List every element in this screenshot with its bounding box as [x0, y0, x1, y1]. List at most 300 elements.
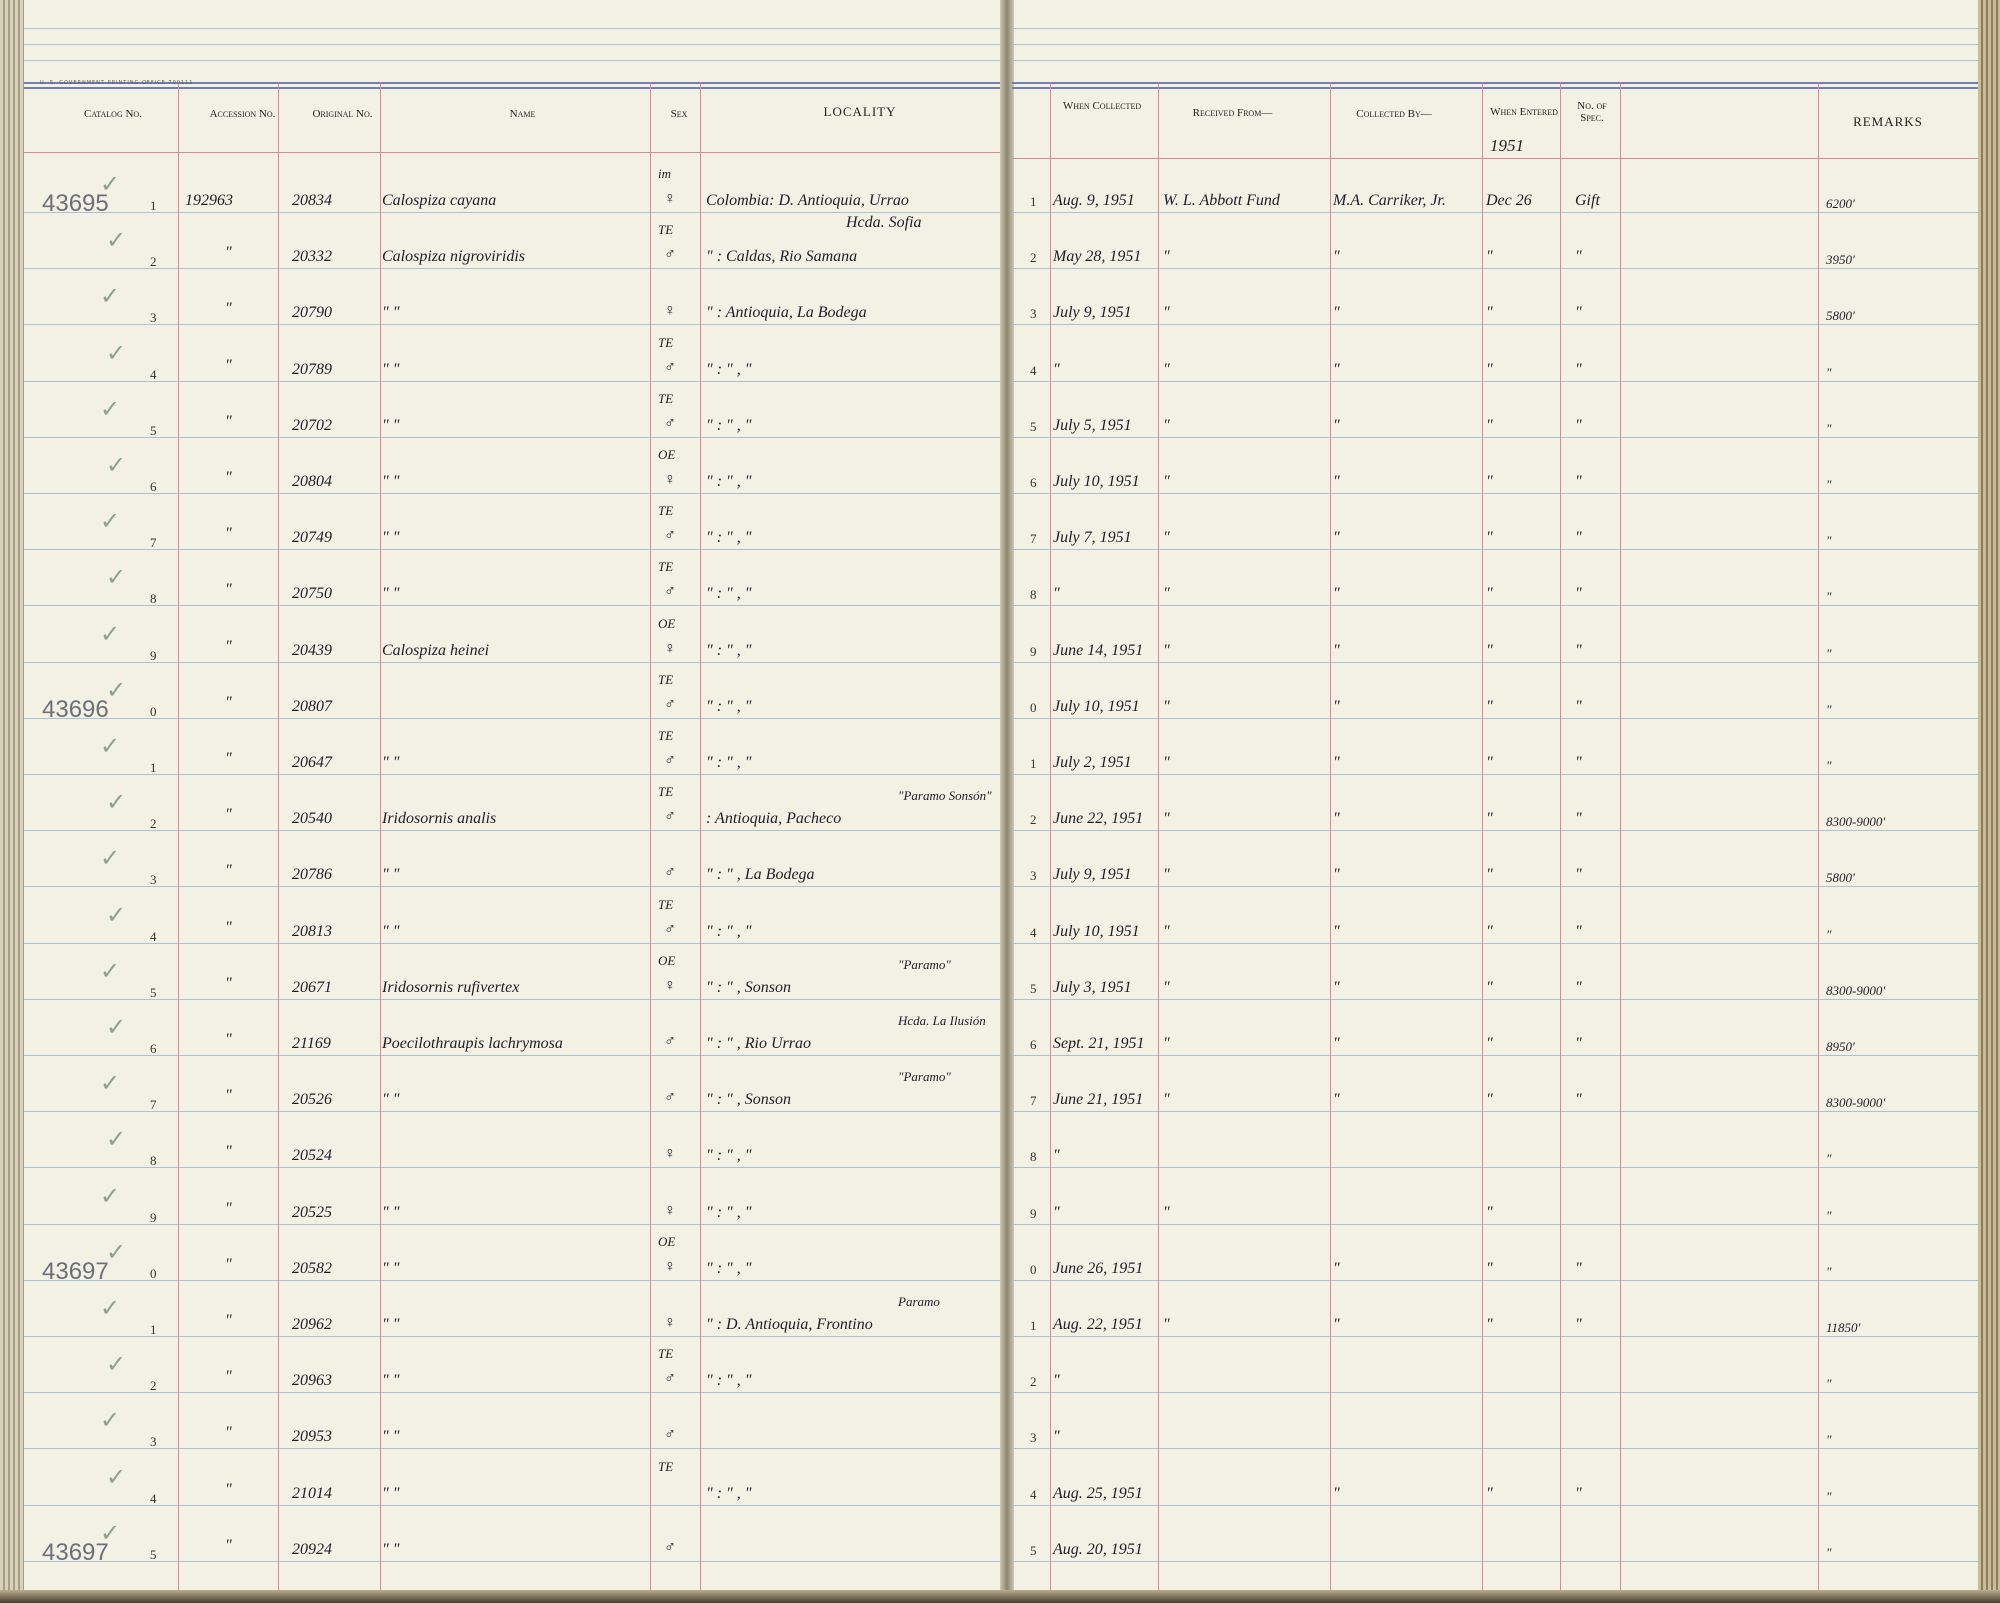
remarks: 5800'	[1826, 308, 1855, 323]
ruled-line	[1012, 1111, 1978, 1112]
row-digit-right: 3	[1030, 306, 1037, 321]
catalog-number: 43697	[42, 1258, 109, 1285]
sex-symbol: ♀	[664, 471, 676, 488]
checkmark-icon: ✓	[100, 170, 121, 198]
specimen-count: "	[1575, 304, 1582, 321]
row-digit: 3	[150, 1434, 157, 1449]
received-from: "	[1163, 585, 1170, 602]
specimen-name: " "	[382, 754, 400, 771]
tag-mark: TE	[658, 672, 674, 687]
locality: " : " , "	[706, 473, 752, 490]
column-line	[1818, 82, 1819, 1592]
date-entered: "	[1486, 979, 1493, 996]
ruled-line	[24, 437, 1000, 438]
header-when-entered: When Entered	[1490, 106, 1558, 118]
original-number: 20750	[292, 585, 332, 602]
accession-number: "	[225, 975, 232, 992]
tag-mark: OE	[658, 953, 676, 968]
locality: Colombia: D. Antioquia, Urrao	[706, 192, 909, 209]
row-digit-right: 2	[1030, 812, 1037, 827]
locality: " : " , "	[706, 529, 752, 546]
accession-number: "	[225, 525, 232, 542]
ruled-line	[24, 28, 1000, 29]
ruled-line	[1012, 662, 1978, 663]
row-digit-right: 2	[1030, 250, 1037, 265]
remarks: 5800'	[1826, 870, 1855, 885]
checkmark-icon: ✓	[106, 1350, 127, 1378]
original-number: 20813	[292, 923, 332, 940]
received-from: "	[1163, 529, 1170, 546]
header-name: Name	[509, 108, 536, 120]
date-entered: "	[1486, 866, 1493, 883]
date-entered: "	[1486, 698, 1493, 715]
date-collected: "	[1053, 1204, 1060, 1221]
specimen-name: " "	[382, 1091, 400, 1108]
specimen-count: "	[1575, 248, 1582, 265]
ruled-line	[24, 1167, 1000, 1168]
book-edge-right	[1978, 0, 2000, 1603]
original-number: 20540	[292, 810, 332, 827]
checkmark-icon: ✓	[106, 1013, 127, 1041]
locality: " : " , "	[706, 1485, 752, 1502]
original-number: 20924	[292, 1541, 332, 1558]
remarks: 8300-9000'	[1826, 1095, 1886, 1110]
sex-symbol: ♀	[664, 1145, 676, 1162]
specimen-count: "	[1575, 1035, 1582, 1052]
checkmark-icon: ✓	[106, 339, 127, 367]
locality: " : " , "	[706, 923, 752, 940]
locality: " : " , "	[706, 417, 752, 434]
row-digit: 9	[150, 1210, 157, 1225]
remarks: 3950'	[1826, 252, 1855, 267]
collected-by: "	[1333, 754, 1340, 771]
sex-symbol: ♀	[664, 1314, 676, 1331]
date-entered: "	[1486, 810, 1493, 827]
received-from: "	[1163, 754, 1170, 771]
date-collected: July 10, 1951	[1053, 698, 1140, 715]
column-line	[1620, 82, 1621, 1592]
row-digit: 1	[150, 760, 157, 775]
specimen-name: " "	[382, 1316, 400, 1333]
date-collected: July 3, 1951	[1053, 979, 1132, 996]
original-number: 20789	[292, 361, 332, 378]
date-entered: "	[1486, 1091, 1493, 1108]
locality: " : D. Antioquia, Frontino	[706, 1316, 873, 1333]
checkmark-icon: ✓	[100, 1406, 121, 1434]
checkmark-icon: ✓	[106, 563, 127, 591]
remarks: "	[1826, 1151, 1832, 1166]
printer-imprint: U. S. GOVERNMENT PRINTING OFFICE 700111	[40, 80, 194, 86]
specimen-name: " "	[382, 866, 400, 883]
row-digit-right: 4	[1030, 925, 1037, 940]
row-digit-right: 1	[1030, 1318, 1037, 1333]
date-collected: June 26, 1951	[1053, 1260, 1144, 1277]
collected-by: "	[1333, 1316, 1340, 1333]
accession-number: "	[225, 919, 232, 936]
row-digit-right: 9	[1030, 644, 1037, 659]
collected-by: "	[1333, 866, 1340, 883]
ruled-line	[1012, 1336, 1978, 1337]
sex-symbol: ♂	[664, 246, 676, 263]
ruled-line	[24, 1055, 1000, 1056]
ruled-line	[24, 1505, 1000, 1506]
ruled-line	[1012, 1280, 1978, 1281]
date-entered: "	[1486, 529, 1493, 546]
ruled-line	[1012, 1392, 1978, 1393]
checkmark-icon: ✓	[106, 226, 127, 254]
collected-by: "	[1333, 1035, 1340, 1052]
ruled-line	[24, 943, 1000, 944]
row-digit-right: 3	[1030, 1430, 1037, 1445]
remarks: "	[1826, 1376, 1832, 1391]
row-digit: 0	[150, 1266, 157, 1281]
specimen-count: "	[1575, 866, 1582, 883]
original-number: 20439	[292, 642, 332, 659]
locality-note: Paramo	[898, 1294, 940, 1309]
date-collected: "	[1053, 1428, 1060, 1445]
tag-mark: TE	[658, 728, 674, 743]
original-number: 20962	[292, 1316, 332, 1333]
checkmark-icon: ✓	[100, 844, 121, 872]
collected-by: "	[1333, 642, 1340, 659]
ruled-line	[24, 268, 1000, 269]
remarks: "	[1826, 1208, 1832, 1223]
sex-symbol: ♂	[664, 583, 676, 600]
accession-number: "	[225, 469, 232, 486]
header-when-collected: When Collected	[1062, 100, 1142, 112]
row-digit: 7	[150, 535, 157, 550]
remarks: 8300-9000'	[1826, 983, 1886, 998]
ruled-line	[1012, 718, 1978, 719]
row-digit: 4	[150, 929, 157, 944]
ruled-line	[24, 60, 1000, 61]
checkmark-icon: ✓	[106, 451, 127, 479]
row-digit-right: 9	[1030, 1206, 1037, 1221]
received-from: "	[1163, 1035, 1170, 1052]
checkmark-icon: ✓	[106, 788, 127, 816]
ruled-line	[1012, 886, 1978, 887]
ruled-line	[1012, 1055, 1978, 1056]
locality: " : " , "	[706, 1147, 752, 1164]
accession-number: "	[225, 1031, 232, 1048]
locality-note: "Paramo Sonsón"	[898, 788, 992, 803]
column-line	[650, 82, 651, 1592]
received-from: "	[1163, 698, 1170, 715]
specimen-name: Iridosornis analis	[382, 810, 497, 827]
remarks: "	[1826, 589, 1832, 604]
ruled-line	[1012, 1561, 1978, 1562]
row-digit: 4	[150, 367, 157, 382]
locality: " : Caldas, Rio Samana	[706, 248, 858, 265]
specimen-name: " "	[382, 1428, 400, 1445]
ruled-line	[1012, 1448, 1978, 1449]
accession-number: "	[225, 581, 232, 598]
sex-symbol: ♀	[664, 977, 676, 994]
sex-symbol: ♂	[664, 864, 676, 881]
original-number: 20786	[292, 866, 332, 883]
ruled-line	[24, 324, 1000, 325]
sex-symbol: ♂	[664, 696, 676, 713]
header-rule	[1012, 82, 1978, 84]
ruled-line	[24, 212, 1000, 213]
remarks: "	[1826, 702, 1832, 717]
original-number: 20749	[292, 529, 332, 546]
date-collected: June 21, 1951	[1053, 1091, 1144, 1108]
accession-number: "	[225, 357, 232, 374]
header-year: 1951	[1490, 136, 1524, 155]
date-collected: July 7, 1951	[1053, 529, 1132, 546]
column-line	[380, 82, 381, 1592]
row-digit: 5	[150, 1547, 157, 1562]
row-digit: 0	[150, 704, 157, 719]
column-line	[1482, 82, 1483, 1592]
header-rule	[1012, 87, 1978, 89]
tag-mark: OE	[658, 1234, 676, 1249]
original-number: 21169	[292, 1035, 331, 1052]
remarks: "	[1826, 927, 1832, 942]
date-collected: July 9, 1951	[1053, 304, 1132, 321]
original-number: 21014	[292, 1485, 332, 1502]
header-sex: Sex	[670, 108, 688, 120]
date-collected: July 2, 1951	[1053, 754, 1132, 771]
header-remarks: REMARKS	[1853, 114, 1923, 129]
checkmark-icon: ✓	[100, 1182, 121, 1210]
sex-symbol: ♀	[664, 190, 676, 207]
checkmark-icon: ✓	[100, 957, 121, 985]
date-entered: "	[1486, 361, 1493, 378]
remarks: "	[1826, 1264, 1832, 1279]
column-line	[278, 82, 279, 1592]
catalog-number: 43695	[42, 190, 109, 217]
row-digit: 8	[150, 1153, 157, 1168]
ruled-line	[24, 662, 1000, 663]
date-collected: Aug. 22, 1951	[1053, 1316, 1143, 1333]
sex-symbol: ♂	[664, 359, 676, 376]
original-number: 20963	[292, 1372, 332, 1389]
row-digit: 9	[150, 648, 157, 663]
remarks: 11850'	[1826, 1320, 1861, 1335]
date-collected: July 9, 1951	[1053, 866, 1132, 883]
specimen-count: "	[1575, 979, 1582, 996]
checkmark-icon: ✓	[100, 620, 121, 648]
sex-symbol: ♂	[664, 1370, 676, 1387]
column-line	[1330, 82, 1331, 1592]
checkmark-icon: ✓	[100, 1069, 121, 1097]
accession-number: "	[225, 300, 232, 317]
received-from: "	[1163, 1204, 1170, 1221]
row-digit-right: 8	[1030, 587, 1037, 602]
sex-symbol: ♀	[664, 1258, 676, 1275]
locality-note: "Paramo"	[898, 1069, 951, 1084]
collected-by: "	[1333, 248, 1340, 265]
ruled-line	[24, 381, 1000, 382]
accession-number: "	[225, 1312, 232, 1329]
locality-note: "Paramo"	[898, 957, 951, 972]
locality: " : Antioquia, La Bodega	[706, 304, 867, 321]
collected-by: "	[1333, 473, 1340, 490]
accession-number: 192963	[185, 192, 233, 209]
specimen-count: "	[1575, 1316, 1582, 1333]
checkmark-icon: ✓	[100, 507, 121, 535]
specimen-name: " "	[382, 923, 400, 940]
original-number: 20332	[292, 248, 332, 265]
accession-number: "	[225, 1200, 232, 1217]
specimen-name: " "	[382, 473, 400, 490]
ruled-line	[1012, 549, 1978, 550]
date-collected: Sept. 21, 1951	[1053, 1035, 1145, 1052]
collected-by: "	[1333, 1485, 1340, 1502]
specimen-name: Calospiza heinei	[382, 642, 490, 659]
accession-number: "	[225, 1087, 232, 1104]
specimen-count: "	[1575, 529, 1582, 546]
date-collected: June 14, 1951	[1053, 642, 1144, 659]
header-received-from: Received From—	[1192, 107, 1273, 119]
specimen-count: "	[1575, 1260, 1582, 1277]
specimen-name: " "	[382, 1204, 400, 1221]
accession-number: "	[225, 244, 232, 261]
ruled-line	[24, 774, 1000, 775]
sex-symbol: ♂	[664, 1033, 676, 1050]
ruled-line	[24, 549, 1000, 550]
tag-mark: TE	[658, 1459, 674, 1474]
date-entered: "	[1486, 642, 1493, 659]
accession-number: "	[225, 806, 232, 823]
catalog-number: 43696	[42, 696, 109, 723]
ruled-line	[24, 1224, 1000, 1225]
checkmark-icon: ✓	[100, 732, 121, 760]
remarks: "	[1826, 1432, 1832, 1447]
checkmark-icon: ✓	[100, 1294, 121, 1322]
checkmark-icon: ✓	[100, 282, 121, 310]
collected-by: "	[1333, 361, 1340, 378]
row-digit-right: 2	[1030, 1374, 1037, 1389]
row-digit: 3	[150, 310, 157, 325]
row-digit: 1	[150, 198, 157, 213]
ruled-line	[24, 1448, 1000, 1449]
column-line	[178, 82, 179, 1592]
sex-symbol: ♂	[664, 808, 676, 825]
specimen-name: Calospiza nigroviridis	[382, 248, 525, 265]
specimen-name: Poecilothraupis lachrymosa	[382, 1035, 563, 1052]
original-number: 20953	[292, 1428, 332, 1445]
right-page	[1008, 0, 1984, 1592]
collected-by: "	[1333, 1260, 1340, 1277]
ruled-line	[1012, 44, 1978, 45]
ruled-line	[1012, 999, 1978, 1000]
collected-by: M.A. Carriker, Jr.	[1333, 192, 1446, 209]
specimen-count: "	[1575, 361, 1582, 378]
locality-line-2: Hcda. Sofia	[846, 214, 922, 231]
row-digit-right: 1	[1030, 194, 1037, 209]
locality: : Antioquia, Pacheco	[706, 810, 842, 827]
date-collected: May 28, 1951	[1053, 248, 1142, 265]
original-number: 20671	[292, 979, 332, 996]
row-digit-right: 6	[1030, 1037, 1037, 1052]
row-digit: 3	[150, 872, 157, 887]
row-digit: 7	[150, 1097, 157, 1112]
received-from: "	[1163, 979, 1170, 996]
specimen-name: " "	[382, 361, 400, 378]
sex-symbol: ♂	[664, 752, 676, 769]
ruled-line	[24, 999, 1000, 1000]
accession-number: "	[225, 1481, 232, 1498]
specimen-count: "	[1575, 473, 1582, 490]
received-from: "	[1163, 473, 1170, 490]
row-digit: 4	[150, 1491, 157, 1506]
locality-note: Hcda. La Ilusión	[898, 1013, 986, 1028]
date-entered: "	[1486, 1260, 1493, 1277]
received-from: "	[1163, 304, 1170, 321]
date-entered: "	[1486, 473, 1493, 490]
date-entered: "	[1486, 1035, 1493, 1052]
specimen-name: " "	[382, 304, 400, 321]
specimen-name: " "	[382, 529, 400, 546]
row-digit: 6	[150, 479, 157, 494]
locality: " : " , La Bodega	[706, 866, 815, 883]
date-entered: "	[1486, 923, 1493, 940]
tag-mark: TE	[658, 335, 674, 350]
header-rule-bottom	[24, 152, 1000, 153]
left-page	[24, 0, 1006, 1592]
sex-symbol: ♂	[664, 415, 676, 432]
ruled-line	[1012, 943, 1978, 944]
remarks: 8300-9000'	[1826, 814, 1886, 829]
tag-mark: im	[658, 166, 671, 181]
row-digit: 5	[150, 985, 157, 1000]
original-number: 20582	[292, 1260, 332, 1277]
row-digit-right: 6	[1030, 475, 1037, 490]
header-locality: LOCALITY	[823, 104, 897, 119]
remarks: "	[1826, 421, 1832, 436]
collected-by: "	[1333, 698, 1340, 715]
accession-number: "	[225, 1368, 232, 1385]
ruled-line	[24, 886, 1000, 887]
row-digit-right: 8	[1030, 1149, 1037, 1164]
locality: " : " , "	[706, 642, 752, 659]
date-entered: "	[1486, 1316, 1493, 1333]
collected-by: "	[1333, 417, 1340, 434]
row-digit-right: 7	[1030, 531, 1037, 546]
ruled-line	[1012, 1167, 1978, 1168]
header-rule-bottom	[1012, 158, 1978, 159]
specimen-name: " "	[382, 1372, 400, 1389]
locality: " : " , "	[706, 1204, 752, 1221]
specimen-count: "	[1575, 810, 1582, 827]
remarks: "	[1826, 365, 1832, 380]
date-entered: "	[1486, 417, 1493, 434]
ruled-line	[1012, 437, 1978, 438]
collected-by: "	[1333, 1091, 1340, 1108]
header-no-of-spec: No. of Spec.	[1577, 100, 1607, 124]
ruled-line	[24, 1561, 1000, 1562]
row-digit-right: 4	[1030, 1487, 1037, 1502]
collected-by: "	[1333, 979, 1340, 996]
remarks: "	[1826, 533, 1832, 548]
specimen-count: "	[1575, 754, 1582, 771]
specimen-count: "	[1575, 698, 1582, 715]
accession-number: "	[225, 638, 232, 655]
ruled-line	[1012, 324, 1978, 325]
received-from: "	[1163, 923, 1170, 940]
checkmark-icon: ✓	[106, 676, 127, 704]
locality: " : " , Sonson	[706, 979, 791, 996]
original-number: 20834	[292, 192, 332, 209]
ruled-line	[1012, 605, 1978, 606]
remarks: "	[1826, 1545, 1832, 1560]
collected-by: "	[1333, 585, 1340, 602]
date-collected: July 10, 1951	[1053, 473, 1140, 490]
tag-mark: TE	[658, 559, 674, 574]
